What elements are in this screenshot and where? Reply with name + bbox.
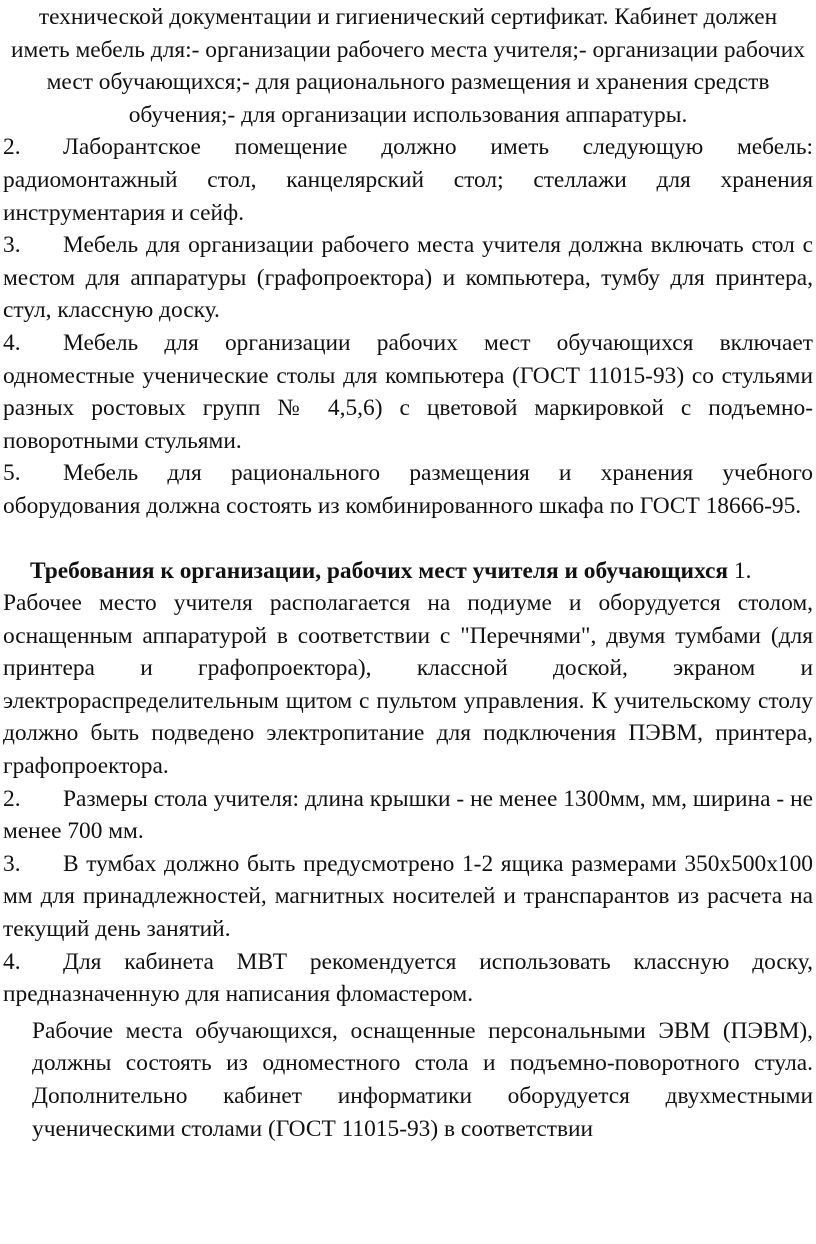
section-first-text: Рабочее место учителя располагается на подиуме и оборудуется столом, оснащенным аппаратурой в соответствии с "Перечнями", двумя тумбами (для принтера и графопроектора), классной доской, экраном и электрораспределительным щитом с пультом управления. К учительскому столу должно быть подведено электропитание для подключения ПЭВМ, принтера, графопроектора. bbox=[3, 590, 813, 780]
list-item bbox=[3, 131, 813, 229]
item-text: Для кабинета МВТ рекомендуется использовать классную доску, предназначенную для написания фломастером. bbox=[3, 948, 813, 1008]
list-item bbox=[3, 327, 813, 457]
list-item bbox=[3, 457, 813, 522]
item-text: Размеры стола учителя: длина крышки - не менее 1300мм, мм, ширина - не менее 700 мм. bbox=[3, 785, 813, 845]
item-number: 4. bbox=[3, 329, 21, 356]
teacher-list bbox=[3, 783, 813, 1011]
item-text: В тумбах должно быть предусмотрено 1-2 ящика размерами 350х500х100 мм для принадлежностей, магнитных носителей и транспарантов из расчета на текущий день занятий. bbox=[3, 850, 813, 943]
list-item bbox=[3, 229, 813, 327]
item-text: Мебель для организации рабочего места учителя должна включать стол с местом для аппаратуры (графопроектора) и компьютера, тумбу для принтера, стул, классную доску. bbox=[3, 232, 813, 324]
item-number: 2. bbox=[3, 785, 21, 812]
item-number: 2. bbox=[3, 134, 21, 161]
list-item bbox=[3, 848, 813, 946]
item-text: Мебель для рационального размещения и хранения учебного оборудования должна состоять из комбинированного шкафа по ГОСТ 18666-95. bbox=[3, 460, 813, 519]
section-first-number: 1. bbox=[728, 557, 752, 584]
paragraph-gap bbox=[3, 523, 813, 555]
list-item bbox=[3, 783, 813, 848]
section-heading: Требования к организации, рабочих мест учителя и обучающихся bbox=[30, 557, 729, 584]
intro-paragraph: технической документации и гигиенический сертификат. Кабинет должен иметь мебель для:- организации рабочего места учителя;- организации рабочих мест обучающихся;- для рационального размещения и хранения средств обучения;- для организации использования аппаратуры. bbox=[11, 4, 805, 128]
item-number: 3. bbox=[3, 850, 21, 877]
furniture-list bbox=[3, 131, 813, 522]
item-text: Лаборантское помещение должно иметь следующую мебель: радиомонтажный стол, канцелярский стол; стеллажи для хранения инструментария и сейф. bbox=[3, 134, 813, 226]
closing-paragraph: Рабочие места обучающихся, оснащенные персональными ЭВМ (ПЭВМ), должны состоять из одноместного стола и подъемно-поворотного стула. Дополнительно кабинет информатики оборудуется двухместными ученическими столами (ГОСТ 11015-93) в соответствии bbox=[32, 1017, 813, 1142]
section-paragraph bbox=[3, 555, 813, 588]
item-text: Мебель для организации рабочих мест обучающихся включает одноместные ученические столы для компьютера (ГОСТ 11015-93) со стульями разных ростовых групп № 4,5,6) с цветовой маркировкой с подъемно-поворотными стульями. bbox=[3, 329, 813, 454]
item-number: 5. bbox=[3, 460, 21, 487]
item-number: 4. bbox=[3, 948, 21, 975]
item-number: 3. bbox=[3, 232, 21, 259]
list-item bbox=[3, 946, 813, 1011]
